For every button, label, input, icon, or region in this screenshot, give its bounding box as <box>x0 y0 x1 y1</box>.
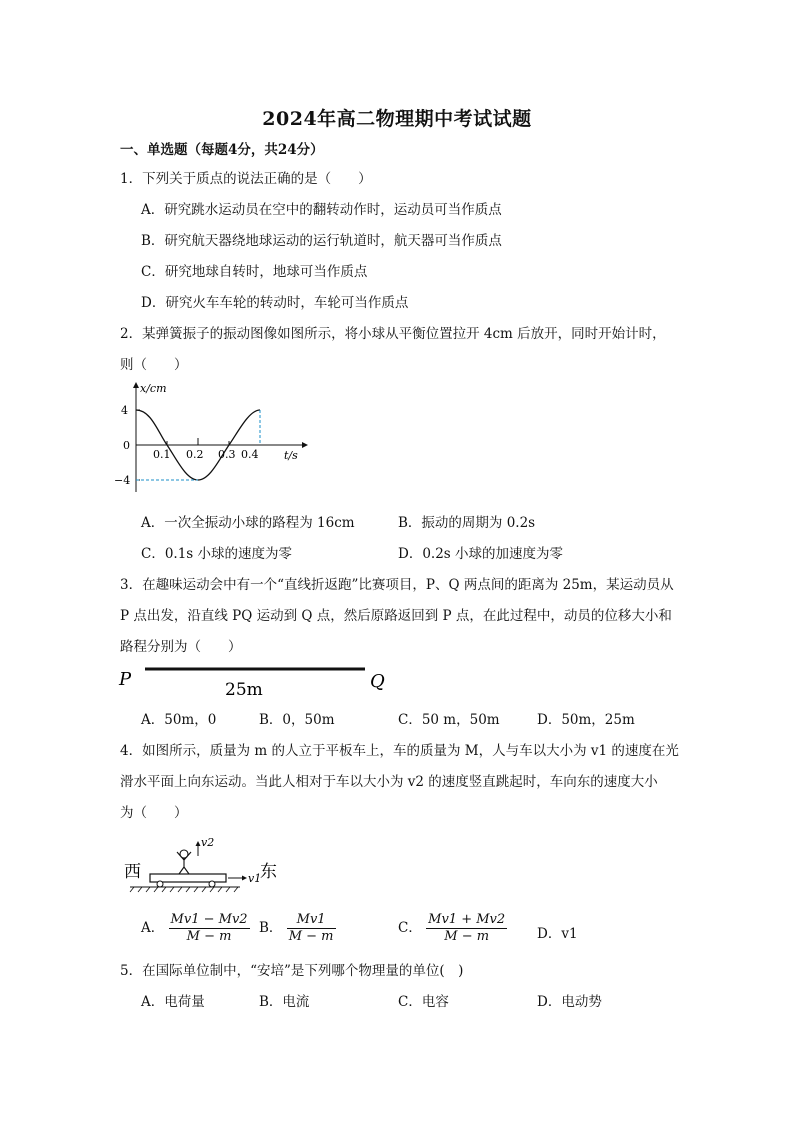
q2-stem-line1: 2．某弹簧振子的振动图像如图所示，将小球从平衡位置拉开 4cm 后放开，同时开始计时， <box>120 326 666 342</box>
q5-option-b[interactable]: B．电流 <box>259 994 310 1010</box>
pq-segment-figure <box>115 660 405 700</box>
q4-option-a-label: A． <box>141 920 165 936</box>
q2-stem-line2: 则（ ） <box>120 357 188 373</box>
fraction-denominator: M − m <box>444 929 490 944</box>
point-p-label: P <box>119 669 132 690</box>
q3-stem-line2: P 点出发，沿直线 PQ 运动到 Q 点，然后原路返回到 P 点，在此过程中，动员的位移大小和 <box>120 608 672 624</box>
q4-option-c[interactable] <box>398 912 507 945</box>
section-heading: 一、单选题（每题4分，共24分） <box>120 142 324 158</box>
q4-option-a[interactable] <box>141 912 250 945</box>
q3-option-a[interactable]: A．50m，0 <box>141 712 217 728</box>
ground-hatch <box>130 887 238 892</box>
q4-option-b[interactable] <box>259 912 336 945</box>
person-figure <box>177 850 191 874</box>
v2-label: v2 <box>201 836 215 849</box>
tick-x-0.3: 0.3 <box>218 448 236 461</box>
q4-stem-line2: 滑水平面上向东运动。当此人相对于车以大小为 v2 的速度竖直跳起时，车向东的速度大小 <box>120 774 658 790</box>
tick-y-neg4: −4 <box>114 474 131 487</box>
q3-option-c[interactable]: C．50 m，50m <box>398 712 500 728</box>
q4-option-a-fraction <box>169 912 250 945</box>
fraction-denominator: M − m <box>186 929 232 944</box>
fraction-numerator: Mv1 + Mv2 <box>428 912 506 927</box>
q4-option-c-label: C． <box>398 920 422 936</box>
q1-option-c[interactable]: C．研究地球自转时，地球可当作质点 <box>141 264 368 280</box>
q2-option-a[interactable]: A．一次全振动小球的路程为 16cm <box>141 515 355 531</box>
q4-option-c-fraction <box>426 912 507 945</box>
q4-stem-line3: 为（ ） <box>120 805 188 821</box>
tick-y-4: 4 <box>121 404 128 417</box>
fraction-denominator: M − m <box>288 929 334 944</box>
q3-stem-line1: 3．在趣味运动会中有一个“直线折返跑”比赛项目，P、Q 两点间的距离为 25m，某运动员从 <box>120 577 674 593</box>
oscillation-graph <box>112 380 312 498</box>
q2-option-d[interactable]: D．0.2s 小球的加速度为零 <box>398 546 564 562</box>
west-label: 西 <box>124 862 141 882</box>
q3-option-d[interactable]: D．50m，25m <box>537 712 635 728</box>
fraction-numerator: Mv1 − Mv2 <box>170 912 248 927</box>
cart-wheel-right <box>209 881 215 887</box>
q4-option-d[interactable]: D．v1 <box>537 926 578 942</box>
tick-x-0.1: 0.1 <box>153 448 171 461</box>
q1-stem: 1．下列关于质点的说法正确的是（ ） <box>120 171 372 187</box>
q1-option-a[interactable]: A．研究跳水运动员在空中的翻转动作时，运动员可当作质点 <box>141 202 502 218</box>
q5-option-a[interactable]: A．电荷量 <box>141 994 205 1010</box>
q4-option-b-fraction <box>287 912 336 945</box>
q5-option-d[interactable]: D．电动势 <box>537 994 602 1010</box>
page-title: 2024年高二物理期中考试试题 <box>262 108 532 130</box>
q3-stem-line3: 路程分别为（ ） <box>120 639 242 655</box>
t-axis-arrow <box>302 442 308 448</box>
q4-stem-line1: 4．如图所示，质量为 m 的人立于平板车上，车的质量为 M，人与车以大小为 v1 的速度在光 <box>120 743 679 759</box>
q2-option-c[interactable]: C．0.1s 小球的速度为零 <box>141 546 293 562</box>
v1-label: v1 <box>248 872 262 885</box>
cart-wheel-left <box>157 881 163 887</box>
q2-option-b[interactable]: B．振动的周期为 0.2s <box>398 515 536 531</box>
segment-length-label: 25m <box>225 680 263 700</box>
q3-option-b[interactable]: B．0，50m <box>259 712 335 728</box>
tick-x-0.2: 0.2 <box>186 448 204 461</box>
tick-x-0.4: 0.4 <box>241 448 259 461</box>
q1-option-d[interactable]: D．研究火车车轮的转动时，车轮可当作质点 <box>141 295 409 311</box>
tick-y-0: 0 <box>123 439 130 452</box>
x-axis-arrow <box>133 382 139 388</box>
point-q-label: Q <box>370 671 385 692</box>
graph-xlabel: t/s <box>284 449 298 462</box>
fraction-numerator: Mv1 <box>287 912 336 929</box>
graph-ylabel: x/cm <box>140 382 167 395</box>
q1-option-b[interactable]: B．研究航天器绕地球运动的运行轨道时，航天器可当作质点 <box>141 233 502 249</box>
cart-figure <box>118 832 293 894</box>
east-label: 东 <box>260 862 277 882</box>
q5-stem: 5．在国际单位制中，“安培”是下列哪个物理量的单位( ) <box>120 963 464 979</box>
q5-option-c[interactable]: C．电容 <box>398 994 449 1010</box>
q4-option-b-label: B． <box>259 920 283 936</box>
